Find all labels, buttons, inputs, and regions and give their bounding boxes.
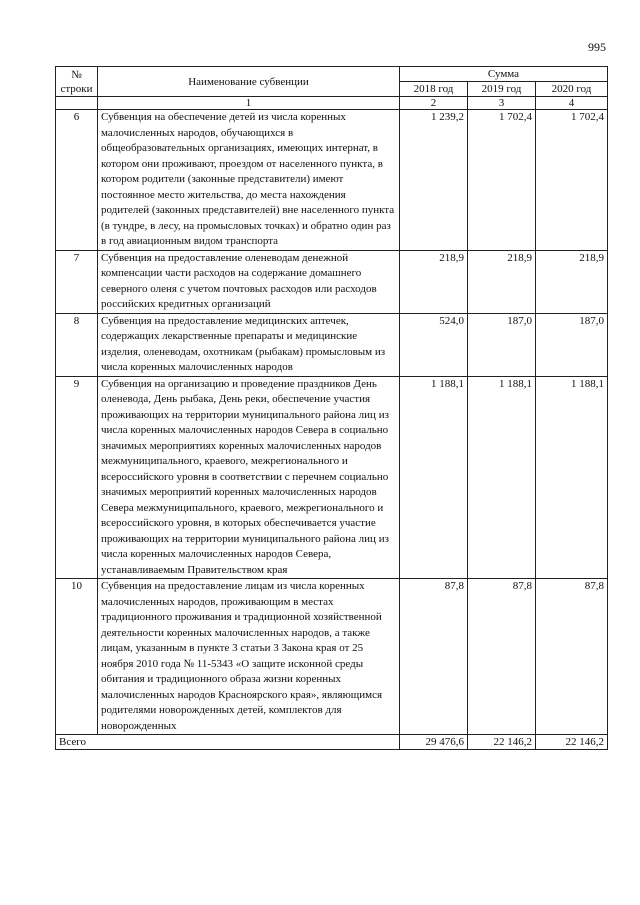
- year-2018-header: 2018 год: [400, 82, 468, 97]
- row-number: 8: [56, 313, 98, 376]
- subvention-name: Субвенция на организацию и проведение праздников День оленевода, День рыбака, День реки, обеспечение участия проживающих на территории муниципального района лиц из числа коренных малочисленных народов Севера в социально значимых мероприятиях коренных малочисленных народов межмуниципального, краевого, межрегионального и всероссийского уровня в соответствии с перечнем социально значимых мероприятий коренных малочисленных народов Севера межмуниципального, краевого, межрегионального и всероссийского уровня, в которых обеспечивается участие проживающих на территории муниципального района лиц из числа коренных малочисленных народов Севера, устанавливаемым Правительством края: [98, 376, 400, 579]
- page-number: 995: [588, 40, 606, 54]
- amount-2020: 87,8: [536, 579, 608, 735]
- column-index-blank: [56, 97, 98, 110]
- total-2019: 22 146,2: [468, 735, 536, 750]
- table-row: [56, 110, 608, 251]
- total-2018: 29 476,6: [400, 735, 468, 750]
- table-row: [56, 250, 608, 313]
- table-row: [56, 376, 608, 579]
- amount-2018: 1 239,2: [400, 110, 468, 251]
- amount-2018: 87,8: [400, 579, 468, 735]
- amount-2020: 218,9: [536, 250, 608, 313]
- subvention-name: Субвенция на предоставление лицам из числа коренных малочисленных народов, проживающим в местах традиционного проживания и традиционной хозяйственной деятельности коренных малочисленных народов, а также лицам, указанным в пункте 3 статьи 3 Закона края от 25 ноября 2010 года № 11-5343 «О защите исконной среды обитания и традиционного образа жизни коренных малочисленных народов Красноярского края», являющимся родителями новорожденных детей, комплектов для новорожденных: [98, 579, 400, 735]
- row-number-header: № строки: [56, 67, 98, 97]
- subvention-name: Субвенция на предоставление оленеводам денежной компенсации части расходов на содержание домашнего северного оленя с учетом почтовых расходов или расходов российских кредитных организаций: [98, 250, 400, 313]
- column-index-row: [56, 97, 608, 110]
- header-row: [56, 67, 608, 82]
- amount-2018: 218,9: [400, 250, 468, 313]
- table-row: [56, 313, 608, 376]
- row-number: 6: [56, 110, 98, 251]
- amount-2020: 187,0: [536, 313, 608, 376]
- subvention-name: Субвенция на обеспечение детей из числа коренных малочисленных народов, обучающихся в общеобразовательных организациях, имеющих интернат, в котором они проживают, проездом от населенного пункта, в котором родители (законные представители) имеют постоянное место жительства, до места нахождения родителей (законных представителей) вне населенного пункта (в тундре, в лесу, на промысловых точках) и обратно один раз в год авиационным видом транспорта: [98, 110, 400, 251]
- amount-2019: 1 702,4: [468, 110, 536, 251]
- subvention-name: Субвенция на предоставление медицинских аптечек, содержащих лекарственные препараты и медицинские изделия, оленеводам, охотникам (рыбакам) промысловым из числа коренных малочисленных народов: [98, 313, 400, 376]
- sum-header: Сумма: [400, 67, 608, 82]
- amount-2020: 1 188,1: [536, 376, 608, 579]
- amount-2019: 187,0: [468, 313, 536, 376]
- column-index-4: 4: [536, 97, 608, 110]
- year-2020-header: 2020 год: [536, 82, 608, 97]
- amount-2020: 1 702,4: [536, 110, 608, 251]
- row-number: 10: [56, 579, 98, 735]
- column-index-2: 2: [400, 97, 468, 110]
- amount-2019: 1 188,1: [468, 376, 536, 579]
- subvention-name-header: Наименование субвенции: [98, 67, 400, 97]
- total-2020: 22 146,2: [536, 735, 608, 750]
- column-index-3: 3: [468, 97, 536, 110]
- total-label: Всего: [56, 735, 400, 750]
- column-index-1: 1: [98, 97, 400, 110]
- amount-2018: 1 188,1: [400, 376, 468, 579]
- table-row: [56, 579, 608, 735]
- amount-2019: 87,8: [468, 579, 536, 735]
- amount-2018: 524,0: [400, 313, 468, 376]
- row-number: 7: [56, 250, 98, 313]
- total-row: [56, 735, 608, 750]
- year-2019-header: 2019 год: [468, 82, 536, 97]
- subvention-table: [55, 66, 608, 750]
- row-number: 9: [56, 376, 98, 579]
- amount-2019: 218,9: [468, 250, 536, 313]
